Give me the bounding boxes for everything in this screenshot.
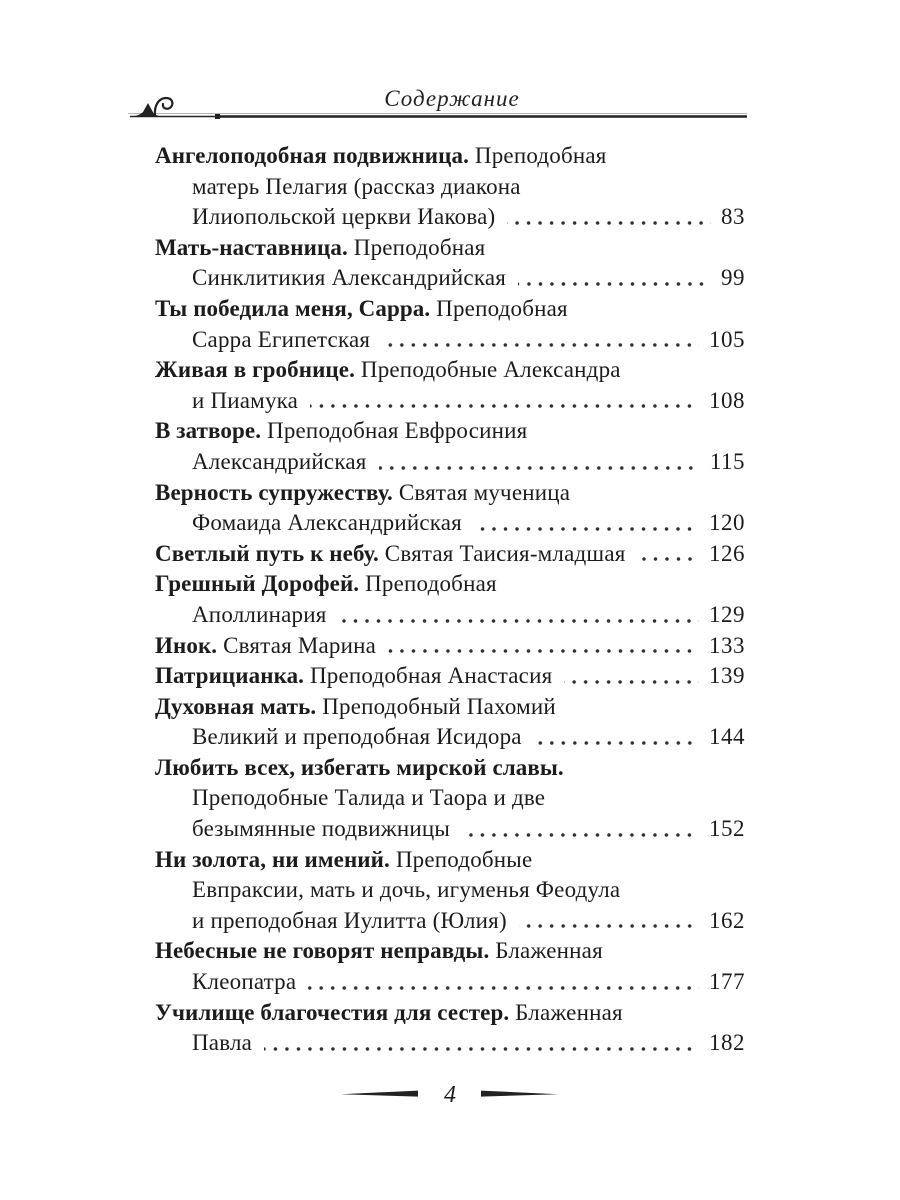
entry-subtitle: Святая Таисия-младшая — [378, 540, 626, 566]
entry-text — [155, 631, 376, 662]
entry-subtitle: Преподобная — [359, 571, 497, 597]
toc-entry — [155, 845, 745, 937]
entry-text — [155, 692, 556, 723]
entry-text — [155, 355, 621, 386]
toc-line — [155, 753, 745, 784]
entry-subtitle: Блаженная — [509, 999, 623, 1025]
entry-text: Синклитикия Александрийская — [192, 265, 507, 291]
entry-subtitle: Преподобная — [347, 234, 486, 260]
entry-text: безымянные подвижницы — [192, 816, 451, 842]
entry-text: и Пиамука — [192, 387, 299, 413]
entry-title: Ты победила меня, Сарра. — [155, 295, 431, 321]
toc-entry — [155, 141, 745, 233]
toc-list — [155, 141, 745, 1059]
ornament-rule-icon — [128, 92, 748, 122]
entry-title: Небесные не говорят неправды. — [155, 938, 490, 964]
toc-entry — [155, 416, 745, 477]
entry-text: Фомаида Александрийская — [192, 510, 462, 536]
entry-title: Патрицианка. — [155, 663, 305, 689]
toc-line-continuation — [155, 325, 745, 356]
entry-text — [155, 753, 564, 784]
folio-page-number: 4 — [444, 1082, 456, 1108]
page-number: 126 — [709, 540, 745, 566]
entry-title: Любить всех, избегать мирской славы. — [155, 754, 564, 780]
entry-subtitle: Преподобная — [430, 295, 568, 321]
page-number: 129 — [709, 601, 745, 627]
toc-line-continuation — [155, 202, 745, 233]
entry-text: Преподобные Талида и Таора и две — [192, 785, 546, 811]
entry-text — [155, 141, 607, 172]
entry-subtitle: Святая мученица — [392, 479, 571, 505]
toc-line-continuation — [155, 906, 745, 937]
toc-line — [155, 355, 745, 386]
page-number: 105 — [709, 326, 745, 352]
toc-line-continuation — [155, 783, 745, 814]
entry-text: матерь Пелагия (рассказ диакона — [192, 173, 521, 199]
entry-text: и преподобная Иулитта (Юлия) — [192, 907, 507, 933]
dot-leader — [638, 557, 699, 561]
toc-entry — [155, 294, 745, 355]
entry-title: Мать-наставница. — [155, 234, 348, 260]
dot-leader — [474, 527, 699, 531]
dot-leader — [534, 741, 699, 745]
page-number: 177 — [709, 969, 745, 995]
page-number: 144 — [709, 724, 745, 750]
entry-text — [155, 569, 497, 600]
toc-entry — [155, 233, 745, 294]
toc-line — [155, 936, 745, 967]
header-ornament-rule — [128, 92, 748, 122]
toc-line-continuation — [155, 875, 745, 906]
entry-title: Духовная мать. — [155, 693, 317, 719]
dot-leader — [382, 343, 699, 347]
page-number: 133 — [709, 632, 745, 658]
entry-subtitle: Преподобная Анастасия — [304, 663, 553, 689]
entry-text: Александрийская — [192, 448, 367, 474]
entry-subtitle: Святая Марина — [217, 632, 377, 658]
toc-line-continuation — [155, 814, 745, 845]
entry-title: Грешный Дорофей. — [155, 571, 360, 597]
toc-entry — [155, 631, 745, 662]
entry-title: Училище благочестия для сестер. — [155, 999, 510, 1025]
entry-subtitle: Блаженная — [489, 938, 603, 964]
toc-line — [155, 692, 745, 723]
entry-text: Великий и преподобная Исидора — [192, 724, 522, 750]
toc-entry — [155, 936, 745, 997]
toc-line — [155, 141, 745, 172]
entry-subtitle: Преподобные Александра — [354, 357, 621, 383]
toc-line — [155, 845, 745, 876]
entry-text — [155, 478, 570, 509]
entry-subtitle: Преподобные — [389, 846, 533, 872]
entry-title: Верность супружеству. — [155, 479, 393, 505]
entry-title: Инок. — [155, 632, 218, 658]
toc-entry — [155, 998, 745, 1059]
dot-leader — [379, 466, 700, 470]
toc-line — [155, 661, 745, 692]
toc-line-continuation — [155, 600, 745, 631]
toc-line-continuation — [155, 967, 745, 998]
page-number: 182 — [709, 1030, 745, 1056]
entry-subtitle: Преподобная Евфросиния — [261, 418, 528, 444]
toc-line — [155, 416, 745, 447]
entry-title: Ни золота, ни имений. — [155, 846, 390, 872]
toc-entry — [155, 569, 745, 630]
toc-entry — [155, 753, 745, 845]
toc-line — [155, 539, 745, 570]
page-number: 99 — [721, 265, 745, 291]
entry-text: Клеопатра — [192, 969, 297, 995]
dot-leader — [388, 649, 699, 653]
toc-line — [155, 569, 745, 600]
page-number: 115 — [709, 448, 745, 474]
page-number: 120 — [709, 510, 745, 536]
entry-text: Евпраксии, мать и дочь, игуменья Феодула — [192, 877, 621, 903]
dot-leader — [507, 221, 711, 225]
toc-entry — [155, 539, 745, 570]
entry-title: Светлый путь к небу. — [155, 540, 379, 566]
page-title: Содержание — [384, 86, 520, 111]
page-number: 162 — [709, 907, 745, 933]
entry-text: Аполлинария — [192, 601, 327, 627]
dot-leader — [462, 833, 699, 837]
entry-title: Живая в гробнице. — [155, 357, 355, 383]
dot-leader — [564, 680, 699, 684]
dot-leader — [310, 404, 699, 408]
toc-line-continuation — [155, 447, 745, 478]
page-number: 83 — [721, 204, 745, 230]
dot-leader — [518, 282, 711, 286]
toc-line — [155, 294, 745, 325]
page-number: 152 — [709, 816, 745, 842]
entry-text — [155, 539, 626, 570]
toc-entry — [155, 355, 745, 416]
entry-text: Павла — [192, 1030, 253, 1056]
dot-leader — [519, 924, 699, 928]
toc-line-continuation — [155, 1028, 745, 1059]
dot-leader — [338, 619, 699, 623]
toc-entry — [155, 661, 745, 692]
page-footer — [0, 1082, 900, 1110]
page-number: 108 — [709, 387, 745, 413]
toc-line — [155, 998, 745, 1029]
page-number: 139 — [709, 663, 745, 689]
entry-text — [155, 845, 532, 876]
toc-line — [155, 233, 745, 264]
toc-line-continuation — [155, 722, 745, 753]
entry-title: Ангелоподобная подвижница. — [155, 143, 469, 168]
toc-entry — [155, 478, 745, 539]
toc-line — [155, 478, 745, 509]
entry-subtitle: Преподобная — [468, 143, 607, 168]
toc-line-continuation — [155, 263, 745, 294]
entry-text — [155, 661, 552, 692]
entry-text — [155, 294, 568, 325]
entry-text — [155, 233, 485, 264]
toc-line — [155, 631, 745, 662]
entry-text: Илиопольской церкви Иакова) — [192, 204, 496, 230]
entry-text: Сарра Египетская — [192, 326, 371, 352]
toc-line-continuation — [155, 172, 745, 203]
entry-text — [155, 998, 623, 1029]
dot-leader — [308, 986, 699, 990]
toc-line-continuation — [155, 386, 745, 417]
toc-entry — [155, 692, 745, 753]
entry-text — [155, 936, 603, 967]
entry-title: В затворе. — [155, 418, 262, 444]
dot-leader — [264, 1047, 699, 1051]
entry-subtitle: Преподобный Пахомий — [316, 693, 556, 719]
entry-text — [155, 416, 527, 447]
toc-line-continuation — [155, 508, 745, 539]
